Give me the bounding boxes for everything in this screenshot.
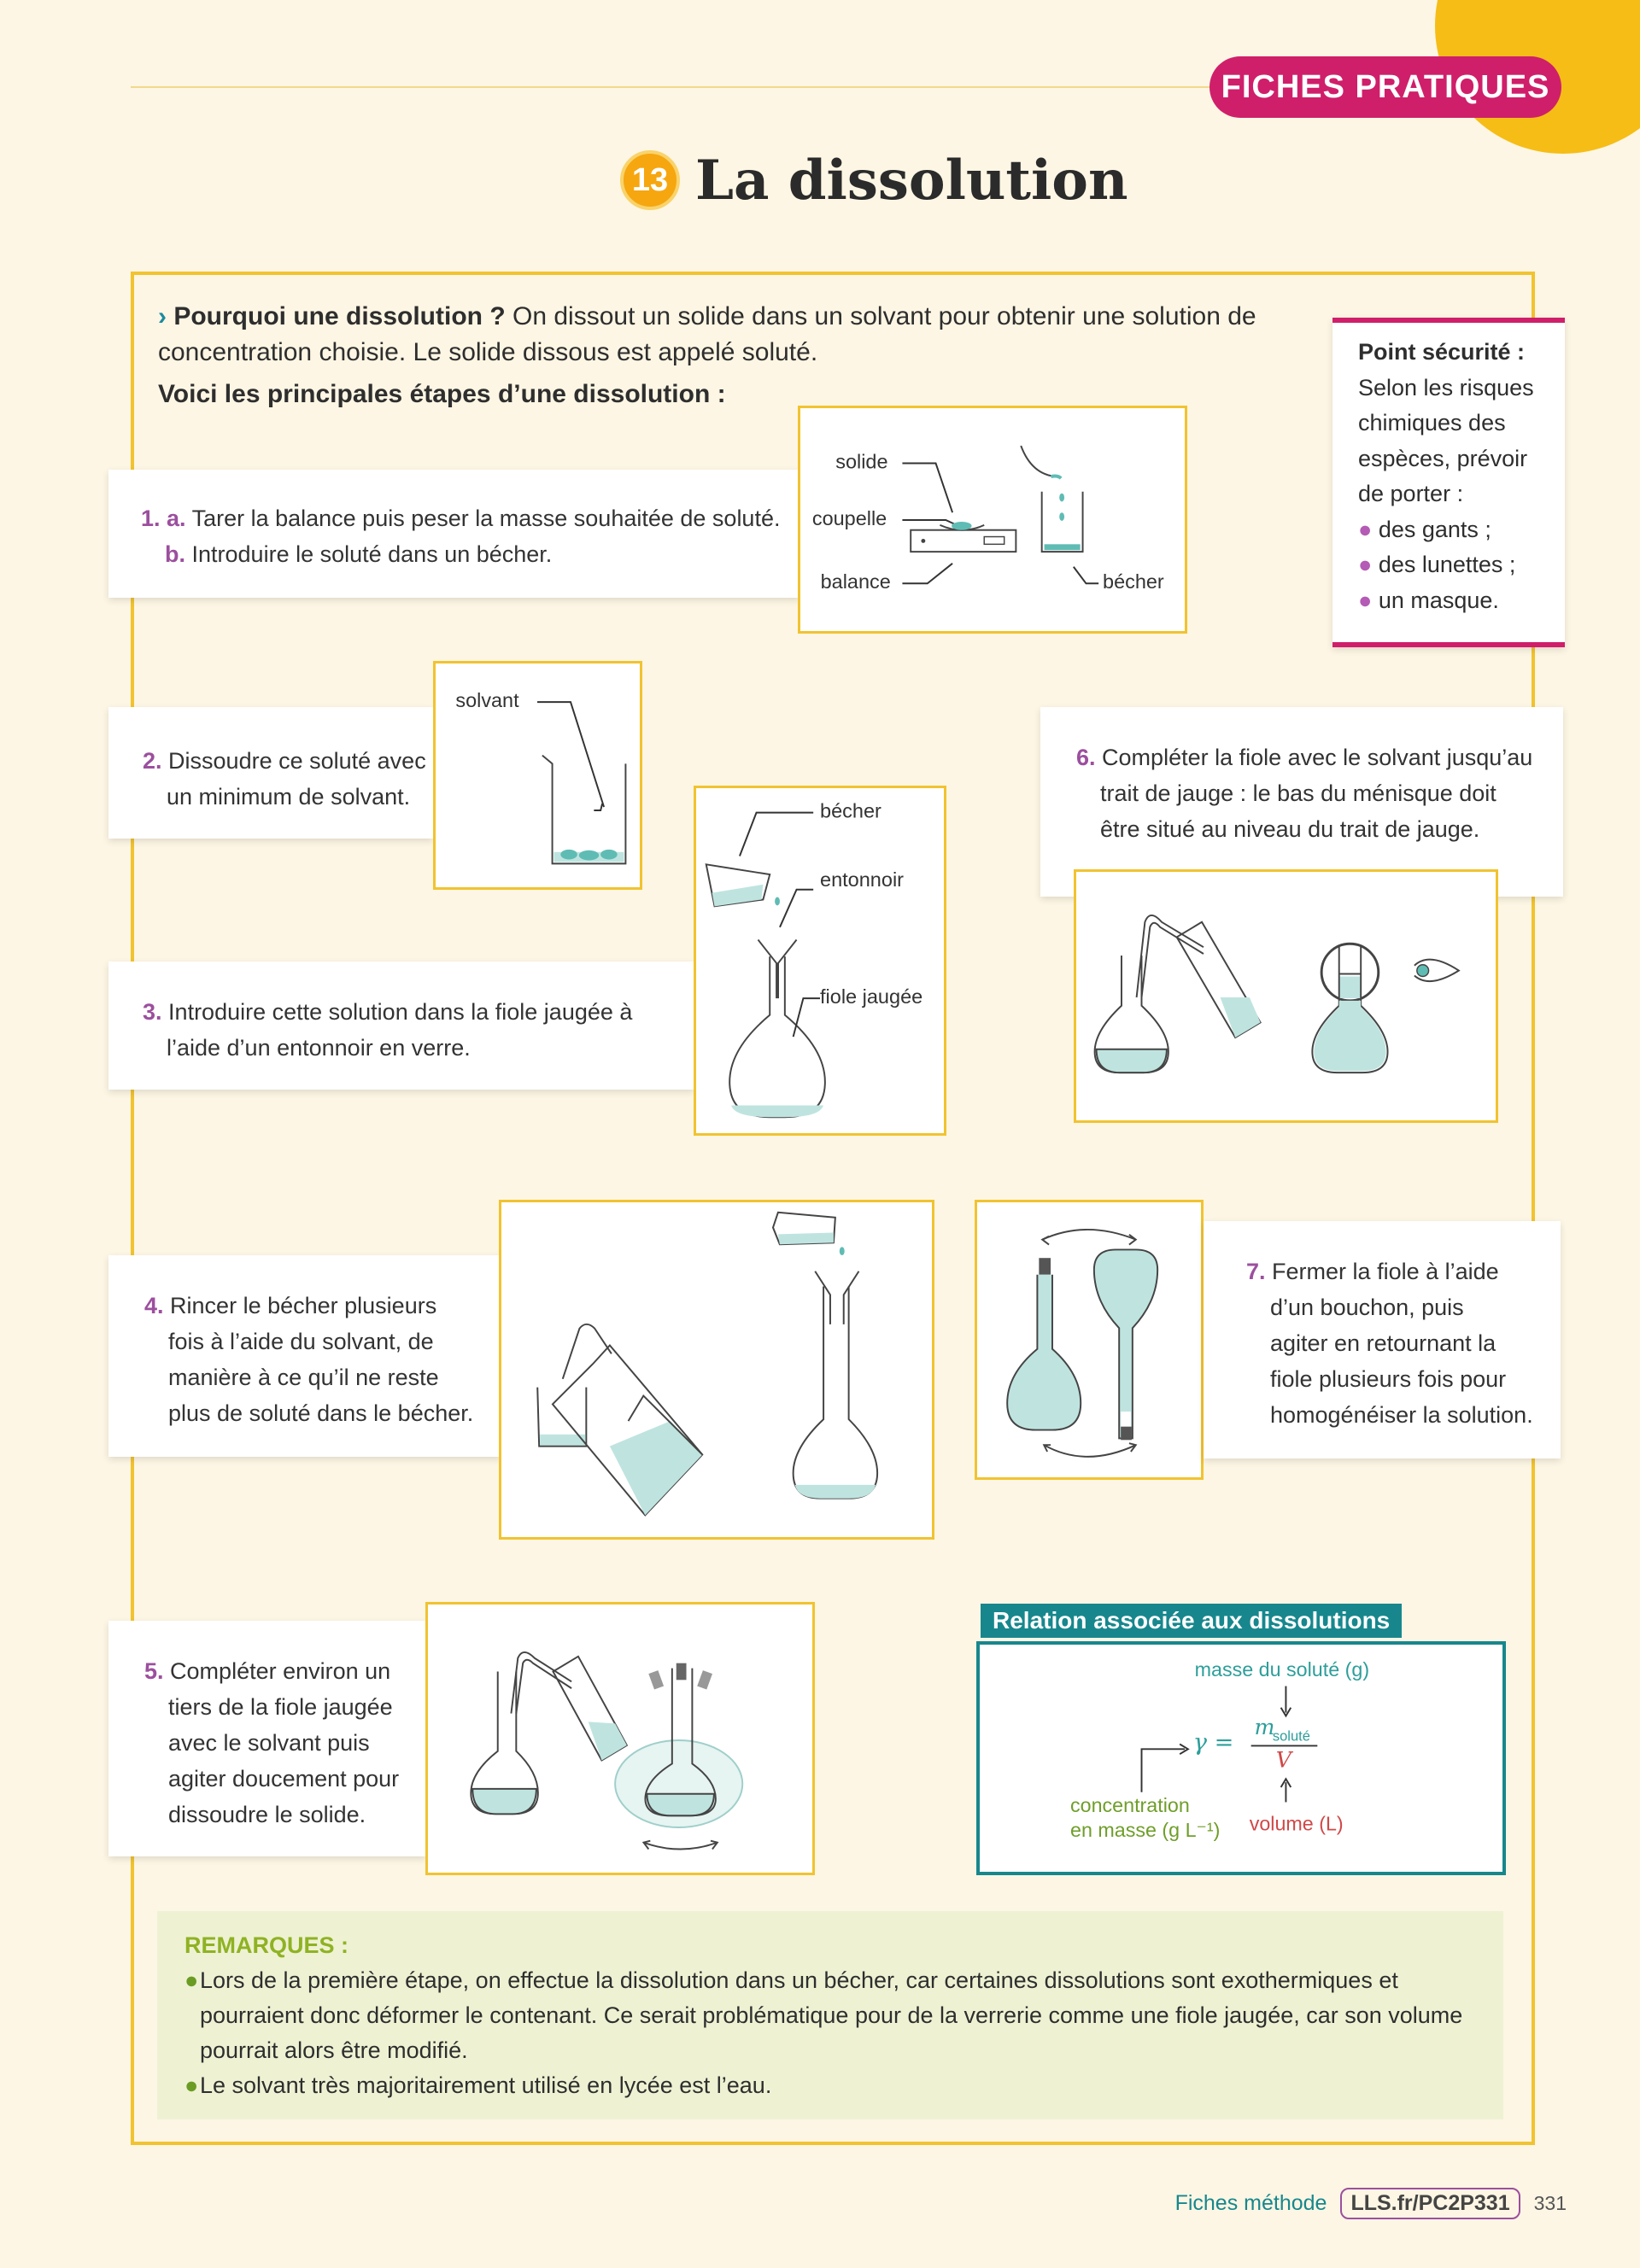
step-text: trait de jauge : le bas du ménisque doit (1100, 780, 1496, 806)
step-number: 1. a. (141, 506, 186, 531)
step-text: Compléter la fiole avec le solvant jusqu’au (1102, 745, 1533, 770)
step-number: 6. (1076, 745, 1096, 770)
step-text: être situé au niveau du trait de jauge. (1100, 816, 1480, 842)
label-entonnoir: entonnoir (820, 868, 904, 891)
step-text: Tarer la balance puis peser la masse souhaitée de soluté. (191, 506, 781, 531)
label-solide: solide (835, 450, 888, 473)
step-text: dissoudre le solide. (168, 1802, 366, 1827)
footer-link[interactable]: LLS.fr/PC2P331 (1340, 2188, 1520, 2219)
step-6-card (1040, 707, 1563, 897)
remarks-title: REMARQUES : (184, 1932, 349, 1958)
volume-label: volume (L) (1249, 1812, 1344, 1835)
step-text: fois à l’aide du solvant, de (168, 1329, 434, 1354)
step-text: Introduire cette solution dans la fiole jaugée à (168, 999, 633, 1025)
section-badge: FICHES PRATIQUES (1210, 56, 1561, 118)
safety-line: de porter : (1358, 481, 1464, 506)
step-text: plus de soluté dans le bécher. (168, 1400, 474, 1426)
step-1-card (108, 470, 800, 598)
label-coupelle: coupelle (811, 506, 887, 529)
step-text: l’aide d’un entonnoir en verre. (167, 1035, 471, 1061)
title-text: La dissolution (695, 148, 1128, 213)
intro-paragraph (158, 299, 1294, 371)
step-text: manière à ce qu’il ne reste (168, 1365, 439, 1390)
step-number: 2. (143, 748, 162, 774)
mass-subscript: soluté (1272, 1728, 1310, 1745)
safety-line: Selon les risques (1358, 374, 1534, 400)
remark-item: ● Lors de la première étape, on effectue la dissolution dans un bécher, car certaines dissolutions sont exothermiques et pourraient donc déformer le contenant. Ce serait problématique pour de la verrerie comme une fiole jaugée, car son volume pourrait alors être modifié. (184, 1963, 1476, 2068)
footer-label: Fiches méthode (1174, 2191, 1327, 2215)
safety-item: ● un masque. (1358, 587, 1499, 613)
step-text: fiole plusieurs fois pour (1270, 1366, 1507, 1392)
relation-box (976, 1641, 1506, 1875)
figure-rinse (499, 1200, 934, 1540)
label-solvant: solvant (455, 689, 519, 712)
bullet-icon: ● (184, 2072, 199, 2098)
step-text: Compléter environ un (170, 1658, 391, 1684)
label-fiole: fiole jaugée (820, 985, 923, 1008)
intro-question: Pourquoi une dissolution ? (173, 302, 506, 330)
safety-line: espèces, prévoir (1358, 445, 1528, 471)
intro-text: On dissout un solide dans un solvant pour obtenir une solution de concentration choisie. Le solide dissous est appelé soluté. (158, 302, 1256, 366)
figure-dissolve (433, 661, 642, 890)
step-text: Dissoudre ce soluté avec (168, 748, 426, 774)
conc-label: concentration (1070, 1794, 1190, 1817)
step-4-card (108, 1255, 501, 1457)
chapter-number: 13 (620, 150, 680, 210)
step-text: avec le solvant puis (168, 1730, 370, 1756)
steps-heading: Voici les principales étapes d’une dissolution : (158, 380, 726, 408)
step-text: agiter en retournant la (1270, 1330, 1496, 1356)
bullet-icon: ● (1358, 516, 1379, 542)
figure-partial-fill (425, 1602, 815, 1875)
bullet-icon: ● (184, 1967, 199, 1993)
safety-item: ● des lunettes ; (1358, 552, 1516, 577)
step-text: Introduire le soluté dans un bécher. (191, 541, 553, 567)
step-number: b. (165, 541, 185, 567)
safety-title: Point sécurité : (1358, 339, 1526, 365)
step-text: homogénéiser la solution. (1270, 1402, 1533, 1428)
step-text: tiers de la fiole jaugée (168, 1694, 393, 1720)
figure-transfer (694, 786, 946, 1136)
label-becher: bécher (1103, 570, 1164, 593)
step-5-card (108, 1621, 426, 1856)
mass-label: masse du soluté (g) (1194, 1657, 1370, 1681)
label-balance: balance (820, 570, 891, 593)
step-text: un minimum de solvant. (167, 784, 411, 810)
header-rule (131, 86, 1241, 88)
step-text: Rincer le bécher plusieurs (170, 1293, 437, 1318)
step-number: 7. (1246, 1259, 1266, 1284)
gamma-symbol: γ = (1192, 1729, 1234, 1757)
step-text: agiter doucement pour (168, 1766, 400, 1792)
page-title (620, 142, 1128, 219)
step-2-card (108, 707, 433, 839)
page-number: 331 (1533, 2192, 1567, 2214)
figure-weighing (798, 406, 1187, 634)
step-text: d’un bouchon, puis (1270, 1295, 1464, 1320)
step-number: 5. (144, 1658, 164, 1684)
figure-fill-to-mark (1074, 869, 1498, 1123)
label-becher: bécher (820, 799, 882, 822)
bullet-icon: ● (1358, 587, 1379, 613)
safety-box (1332, 318, 1565, 647)
volume-symbol: V (1275, 1747, 1292, 1773)
relation-title: Relation associée aux dissolutions (981, 1604, 1402, 1638)
safety-line: chimiques des (1358, 410, 1506, 435)
footer (1175, 2188, 1567, 2219)
safety-item: ● des gants ; (1358, 516, 1491, 542)
chevron-right-icon: › (158, 302, 167, 330)
conc-unit-label: en masse (g L⁻¹) (1070, 1819, 1221, 1842)
figure-shake (975, 1200, 1204, 1480)
bullet-icon: ● (1358, 552, 1379, 577)
step-7-card (1204, 1221, 1561, 1458)
mass-symbol: m (1254, 1714, 1275, 1739)
step-number: 4. (144, 1293, 164, 1318)
step-number: 3. (143, 999, 162, 1025)
step-text: Fermer la fiole à l’aide (1272, 1259, 1499, 1284)
step-3-card (108, 962, 694, 1090)
remark-item: ● Le solvant très majoritairement utilisé en lycée est l’eau. (184, 2068, 1476, 2103)
remarks-box (157, 1911, 1503, 2119)
